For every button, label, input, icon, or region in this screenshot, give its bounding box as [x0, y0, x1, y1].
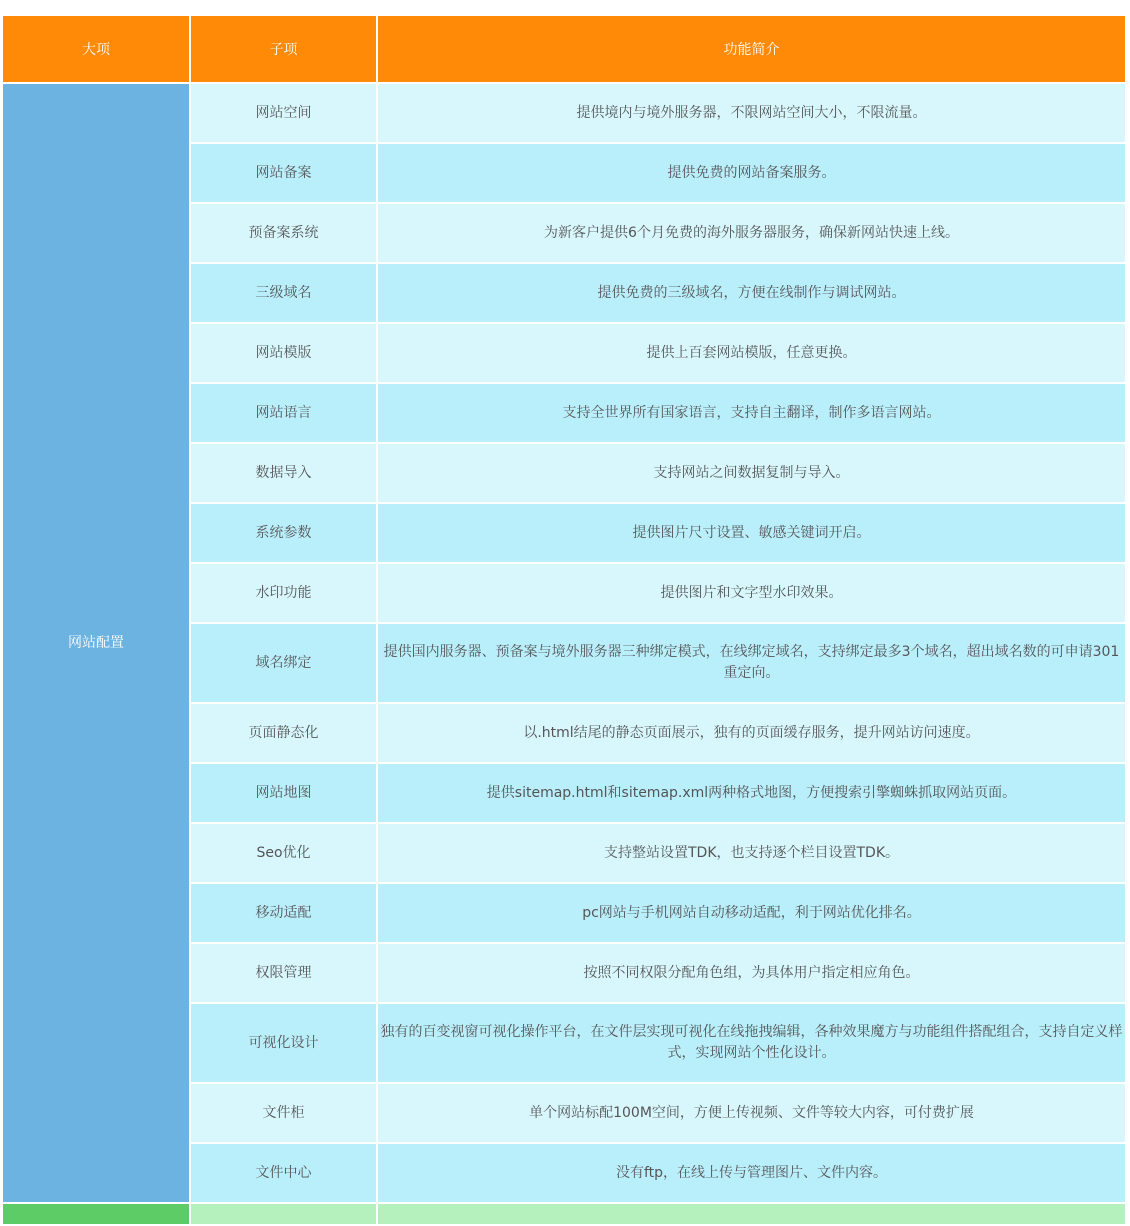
next-category-cell [3, 1204, 189, 1224]
description-cell: 单个网站标配100M空间，方便上传视频、文件等较大内容，可付费扩展 [378, 1084, 1125, 1142]
description-cell: pc网站与手机网站自动移动适配，利于网站优化排名。 [378, 884, 1125, 942]
description-cell: 提供图片尺寸设置、敏感关键词开启。 [378, 504, 1125, 562]
header-subitem: 子项 [191, 16, 376, 82]
description-cell: 为新客户提供6个月免费的海外服务器服务，确保新网站快速上线。 [378, 204, 1125, 262]
description-cell: 提供境内与境外服务器，不限网站空间大小，不限流量。 [378, 84, 1125, 142]
table-header-row [3, 16, 1125, 82]
subitem-cell: 网站备案 [191, 144, 376, 202]
subitem-cell: 文件柜 [191, 1084, 376, 1142]
feature-table-container [3, 14, 1125, 1226]
description-cell: 支持网站之间数据复制与导入。 [378, 444, 1125, 502]
subitem-cell: 网站地图 [191, 764, 376, 822]
subitem-cell: 文件中心 [191, 1144, 376, 1202]
next-description-cell [378, 1204, 1125, 1224]
subitem-cell: Seo优化 [191, 824, 376, 882]
subitem-cell: 页面静态化 [191, 704, 376, 762]
header-category: 大项 [3, 16, 189, 82]
header-description: 功能简介 [378, 16, 1125, 82]
subitem-cell: 网站空间 [191, 84, 376, 142]
next-subitem-cell [191, 1204, 376, 1224]
subitem-cell: 网站模版 [191, 324, 376, 382]
category-cell: 网站配置 [3, 84, 189, 1202]
description-cell: 提供图片和文字型水印效果。 [378, 564, 1125, 622]
description-cell: 提供免费的三级域名，方便在线制作与调试网站。 [378, 264, 1125, 322]
description-cell: 提供免费的网站备案服务。 [378, 144, 1125, 202]
description-cell: 没有ftp，在线上传与管理图片、文件内容。 [378, 1144, 1125, 1202]
subitem-cell: 权限管理 [191, 944, 376, 1002]
description-cell: 提供上百套网站模版，任意更换。 [378, 324, 1125, 382]
description-cell: 以.html结尾的静态页面展示，独有的页面缓存服务，提升网站访问速度。 [378, 704, 1125, 762]
subitem-cell: 数据导入 [191, 444, 376, 502]
description-cell: 独有的百变视窗可视化操作平台，在文件层实现可视化在线拖拽编辑，各种效果魔方与功能组件搭配组合，支持自定义样式，实现网站个性化设计。 [378, 1004, 1125, 1082]
subitem-cell: 网站语言 [191, 384, 376, 442]
description-cell: 按照不同权限分配角色组，为具体用户指定相应角色。 [378, 944, 1125, 1002]
subitem-cell: 预备案系统 [191, 204, 376, 262]
subitem-cell: 移动适配 [191, 884, 376, 942]
subitem-cell: 三级域名 [191, 264, 376, 322]
description-cell: 提供国内服务器、预备案与境外服务器三种绑定模式，在线绑定域名，支持绑定最多3个域名，超出域名数的可申请301重定向。 [378, 624, 1125, 702]
subitem-cell: 域名绑定 [191, 624, 376, 702]
subitem-cell: 系统参数 [191, 504, 376, 562]
table-row [3, 84, 1125, 142]
subitem-cell: 水印功能 [191, 564, 376, 622]
next-section-row [3, 1204, 1125, 1224]
description-cell: 支持全世界所有国家语言，支持自主翻译，制作多语言网站。 [378, 384, 1125, 442]
description-cell: 提供sitemap.html和sitemap.xml两种格式地图，方便搜索引擎蜘蛛抓取网站页面。 [378, 764, 1125, 822]
subitem-cell: 可视化设计 [191, 1004, 376, 1082]
feature-table [1, 14, 1127, 1226]
description-cell: 支持整站设置TDK，也支持逐个栏目设置TDK。 [378, 824, 1125, 882]
